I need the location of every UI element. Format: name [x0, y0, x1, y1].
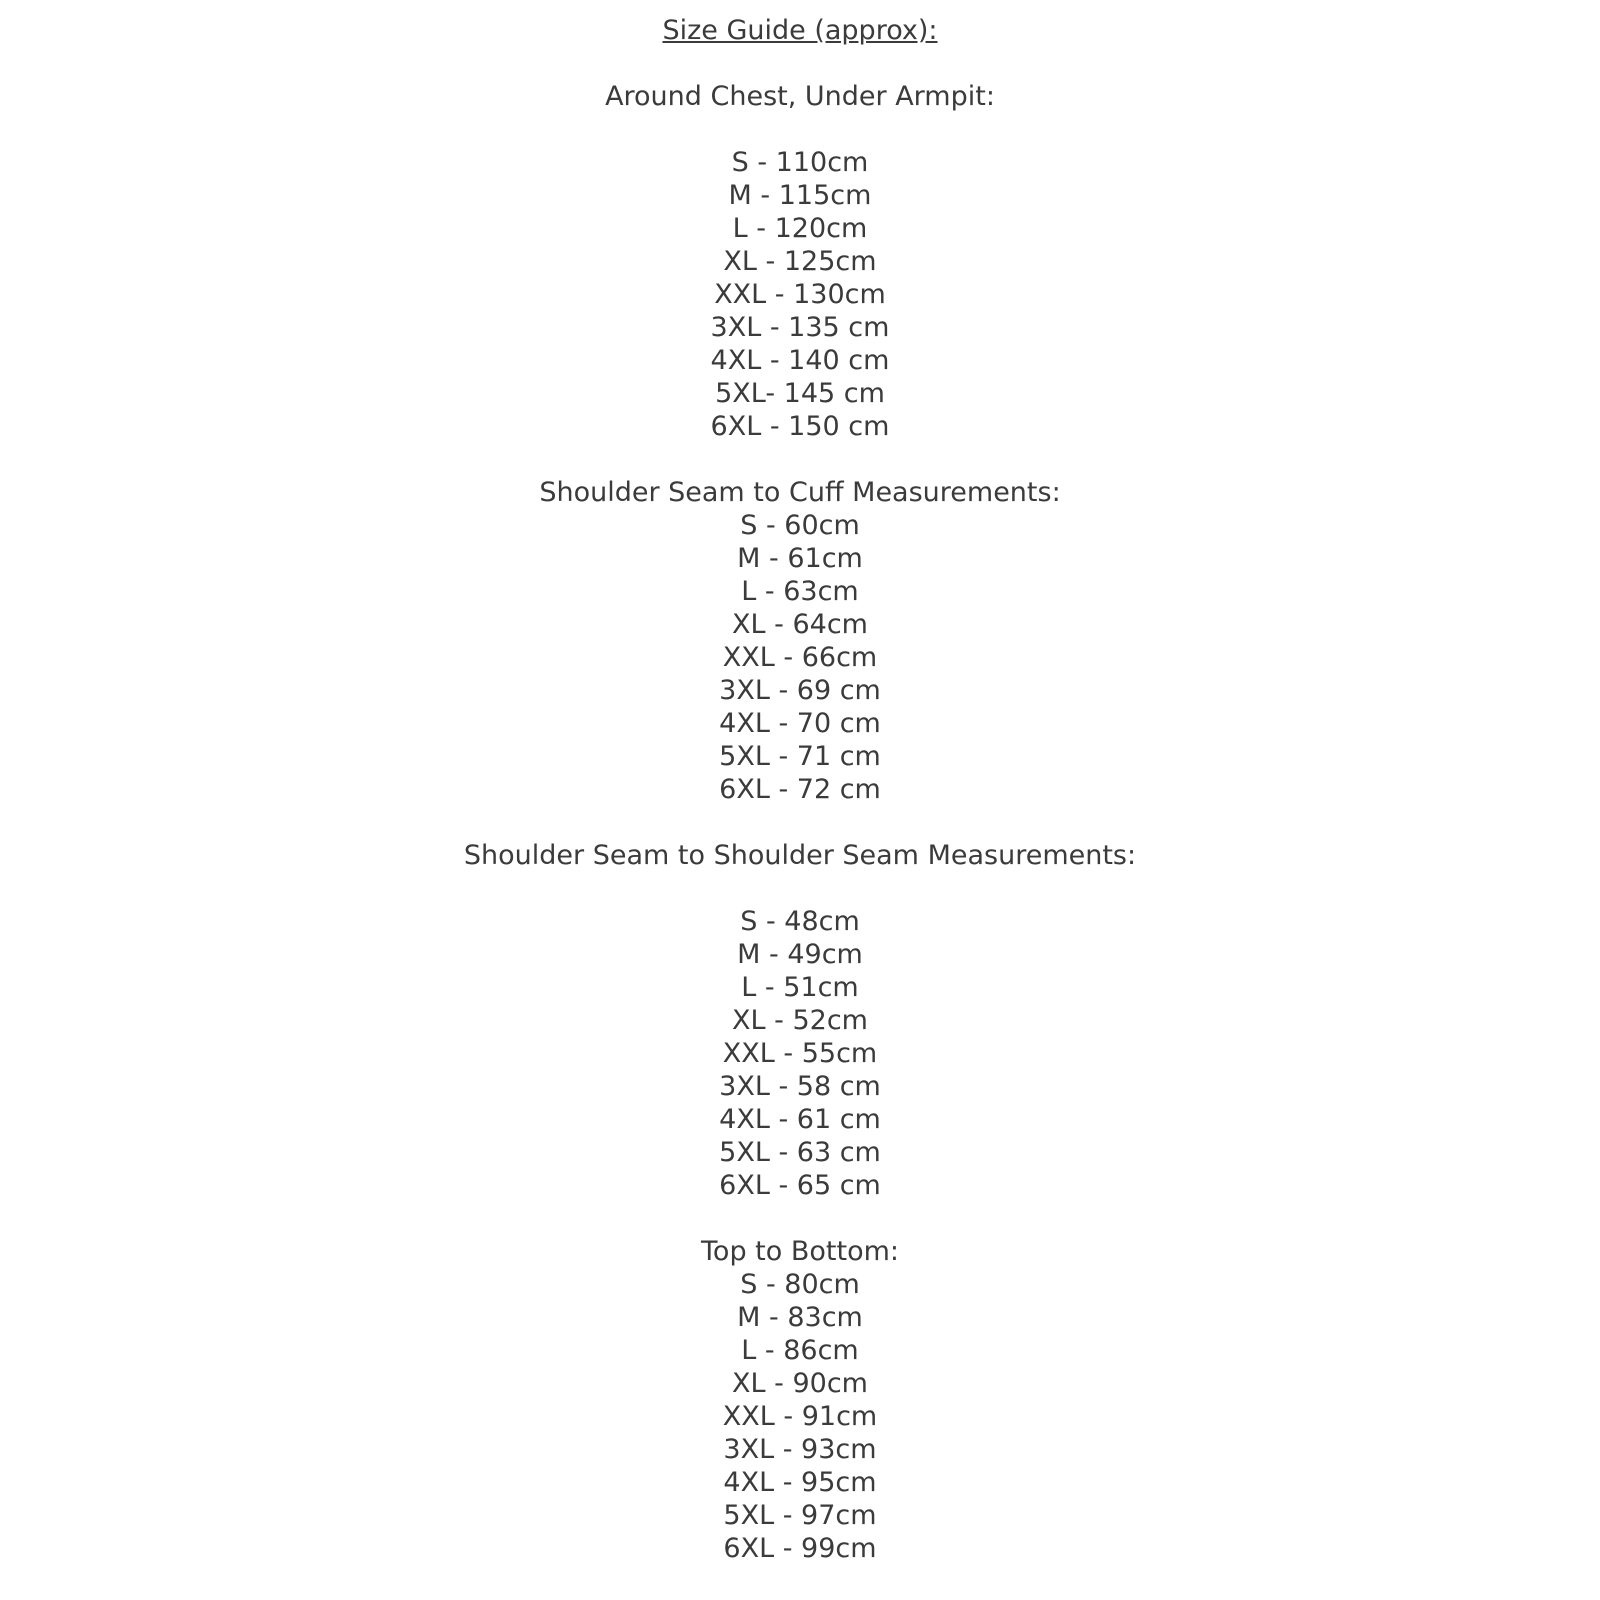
- size-measurement-line: 5XL - 63 cm: [719, 1137, 881, 1168]
- size-measurement-line: 6XL - 72 cm: [719, 774, 881, 805]
- section-items: [0, 509, 1600, 806]
- size-measurement-line: M - 49cm: [737, 939, 863, 970]
- size-measurement-line: S - 48cm: [740, 906, 860, 937]
- size-measurement-line: S - 60cm: [740, 510, 860, 541]
- size-measurement-line: 3XL - 93cm: [723, 1434, 877, 1465]
- size-measurement-line: 4XL - 61 cm: [719, 1104, 881, 1135]
- size-measurement-line: M - 83cm: [737, 1302, 863, 1333]
- size-measurement-line: XXL - 55cm: [722, 1038, 878, 1069]
- size-guide-document: [0, 14, 1600, 1565]
- size-measurement-line: 6XL - 99cm: [723, 1533, 877, 1564]
- size-measurement-line: S - 80cm: [740, 1269, 860, 1300]
- size-measurement-line: XL - 52cm: [732, 1005, 868, 1036]
- size-measurement-line: 5XL- 145 cm: [715, 378, 885, 409]
- section-items: [0, 146, 1600, 443]
- size-measurement-line: L - 120cm: [732, 213, 868, 244]
- size-measurement-line: XXL - 66cm: [722, 642, 878, 673]
- size-section: [0, 1235, 1600, 1565]
- size-measurement-line: L - 86cm: [741, 1335, 859, 1366]
- size-sections-container: [0, 80, 1600, 1565]
- size-section: [0, 476, 1600, 806]
- section-heading: Shoulder Seam to Cuff Measurements:: [539, 477, 1061, 508]
- size-measurement-line: XXL - 91cm: [722, 1401, 878, 1432]
- size-measurement-line: 3XL - 135 cm: [710, 312, 890, 343]
- section-heading: Shoulder Seam to Shoulder Seam Measurements:: [463, 840, 1137, 871]
- size-measurement-line: L - 63cm: [741, 576, 859, 607]
- page-title: Size Guide (approx):: [662, 15, 938, 46]
- size-measurement-line: 3XL - 58 cm: [719, 1071, 881, 1102]
- size-measurement-line: 6XL - 150 cm: [710, 411, 890, 442]
- size-measurement-line: 5XL - 71 cm: [719, 741, 881, 772]
- size-measurement-line: M - 115cm: [728, 180, 872, 211]
- size-measurement-line: M - 61cm: [737, 543, 863, 574]
- size-section: [0, 839, 1600, 1202]
- section-items: [0, 1268, 1600, 1565]
- size-measurement-line: S - 110cm: [731, 147, 869, 178]
- size-measurement-line: 6XL - 65 cm: [719, 1170, 881, 1201]
- size-measurement-line: L - 51cm: [741, 972, 859, 1003]
- size-measurement-line: XL - 64cm: [732, 609, 868, 640]
- size-measurement-line: 4XL - 95cm: [723, 1467, 877, 1498]
- size-measurement-line: 4XL - 140 cm: [710, 345, 890, 376]
- size-measurement-line: XL - 125cm: [723, 246, 877, 277]
- size-section: [0, 80, 1600, 443]
- size-measurement-line: 4XL - 70 cm: [719, 708, 881, 739]
- size-measurement-line: XL - 90cm: [732, 1368, 868, 1399]
- section-heading: Around Chest, Under Armpit:: [605, 81, 995, 112]
- size-measurement-line: 3XL - 69 cm: [719, 675, 881, 706]
- section-heading: Top to Bottom:: [701, 1236, 899, 1267]
- section-items: [0, 905, 1600, 1202]
- size-measurement-line: 5XL - 97cm: [723, 1500, 877, 1531]
- size-measurement-line: XXL - 130cm: [714, 279, 886, 310]
